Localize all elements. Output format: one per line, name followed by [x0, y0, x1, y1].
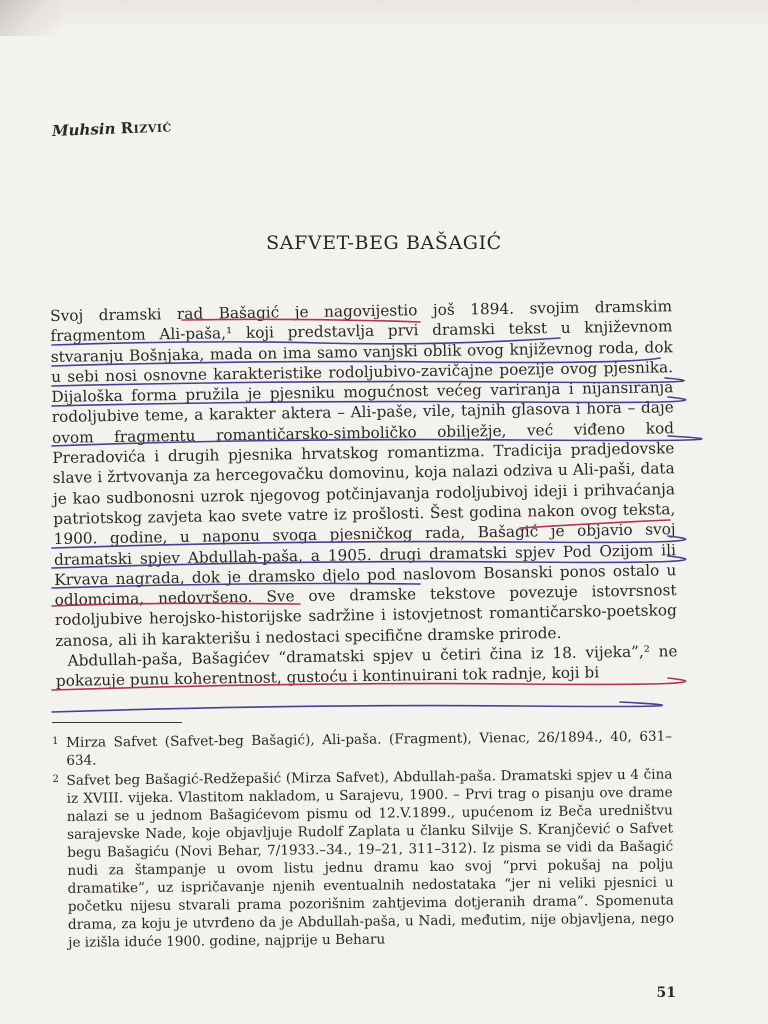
footnote-number: 2: [52, 773, 59, 785]
author-family-name: Rizvić: [120, 117, 173, 138]
article-body: [50, 296, 678, 691]
body-paragraph-2: Abdullah-paša, Bašagićev “dramatski spjev u četiri čina iz 18. vijeka”,² ne pokazuje punu koherentnost, gustoću i kontinuirani tok radnje, koji bi: [55, 642, 678, 691]
running-header-author: [52, 117, 172, 140]
body-paragraph-1: Svoj dramski rad Bašagić je nagovijestio još 1894. svojim dramskim fragmentom Ali-paša,¹ koji predstavlja prvi dramski tekst u književnom stvaranju Bošnjaka, mada on ima samo vanjski oblik ovog književnog roda, dok u sebi nosi osnovne karakteristike rodoljubivo-zavičajne poezije ovog pjesnika. Dijaloška forma pružila je pjesniku mogućnost većeg variranja i nijansiranja rodoljubive teme, a karakter aktera – Ali-paše, vile, tajnih glasova i hora – daje ovom fragmentu romantičarsko-simboličko obilježje, već viđeno kod Preradovića i drugih pjesnika hrvatskog romantizma. Tradicija pradjedovske slave i žrtvovanja za hercegovačku domovinu, koja nalazi odziva u Ali-paši, data je kao sudbonosni uzrok njegovog potčinjavanja rodoljubivoj ideji i prihvaćanja patriotskog zavjeta kao svete vatre iz prošlosti. Šest godina nakon ovog teksta, 1900. godine, u naponu svoga pjesničkog rada, Bašagić je objavio svoj dramatski spjev Abdullah-paša, a 1905. drugi dramatski spjev Pod Ozijom ili Krvava nagrada, dok je dramsko djelo pod naslovom Bosanski ponos ostalo u odlomcima, nedovršeno. Sve ove dramske tekstove povezuje istovrsnost rodoljubive herojsko-historijske sadržine i istovjetnost romantičarsko-poetskog zanosa, ali ih karakterišu i nedostaci specifične dramske prirode.: [50, 297, 678, 650]
footnotes: [52, 728, 674, 954]
author-given-name: Muhsin: [51, 119, 116, 140]
page-top-edge: [0, 0, 768, 30]
page-corner-shadow: [0, 0, 60, 36]
article-title: SAFVET-BEG BAŠAGIĆ: [266, 232, 502, 254]
footnote-item: [52, 728, 672, 770]
footnote-number: 1: [52, 735, 59, 747]
footnote-text: Safvet beg Bašagić-Redžepašić (Mirza Safvet), Abdullah-paša. Dramatski spjev u 4 čina iz XVIII. vijeka. Vlastitom nakladom, u Sarajevu, 1900. – Prvi trag o pisanju ove drame nalazi se u jednom Bašagićevom pismu od 12.V.1899., upućenom iz Beča uredništvu sarajevske Nade, koje objavljuje Rudolf Zaplata u članku Silvije S. Kranjčević o Safvet begu Bašagiću (Novi Behar, 7/1933.–34., 19–21, 311–312). Iz pisma se vidi da Bašagić nudi za štampanje u ovom listu jednu dramu kao svoj “prvi pokušaj na polju dramatike”, uz ispričavanje njenih eventualnih nedostataka “jer ni veliki pjesnici u početku nijesu stvarali prama pozorišnim zahtjevima dotjeranih drama”. Spomenuta drama, za koju je utvrđeno da je Abdullah-paša, u Nadi, međutim, nije objavljena, nego je izišla iduće 1900. godine, najprije u Beharu: [66, 766, 675, 951]
footnote-separator: [52, 722, 182, 723]
footnote-text: Mirza Safvet (Safvet-beg Bašagić), Ali-paša. (Fragment), Vienac, 26/1894., 40, 631–634.: [66, 728, 673, 769]
footnote-item: [52, 766, 674, 952]
page-number: 51: [656, 985, 676, 1001]
